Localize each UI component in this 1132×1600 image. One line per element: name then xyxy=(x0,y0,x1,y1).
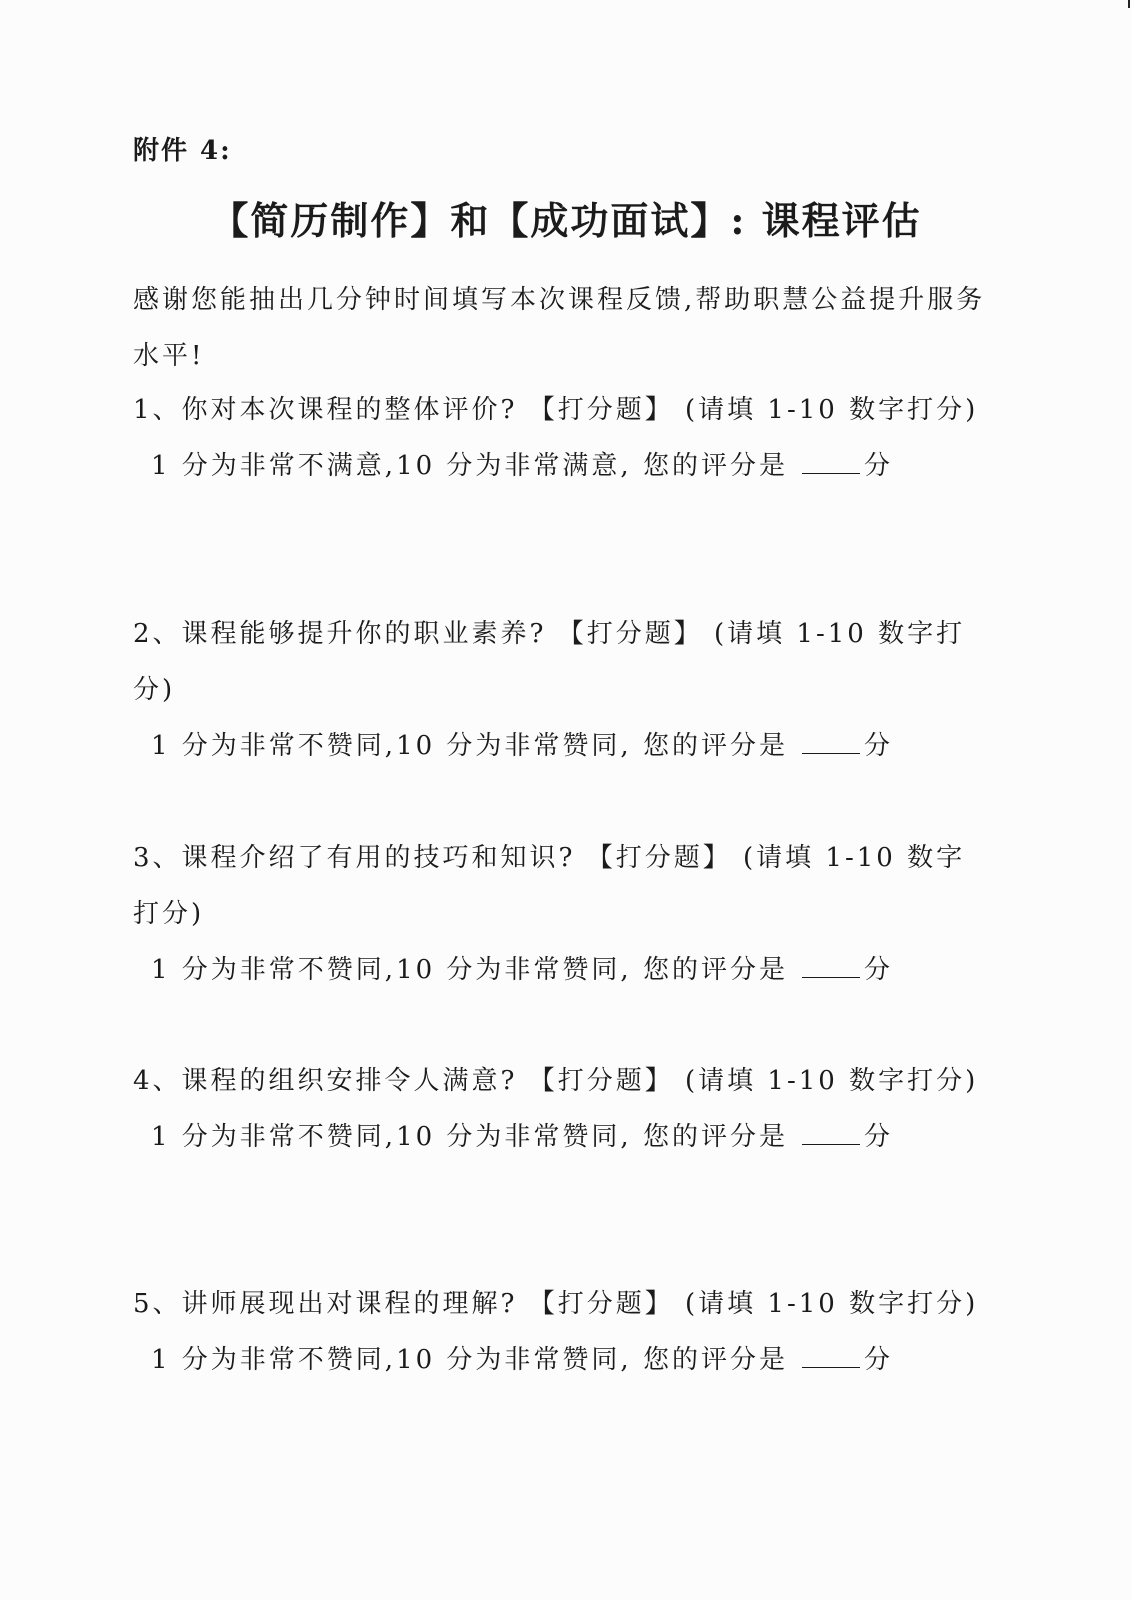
scan-corner-mark xyxy=(1128,0,1130,8)
page-title: 【简历制作】和【成功面试】: 课程评估 xyxy=(210,198,922,243)
question-text: 4、课程的组织安排令人满意? 【打分题】 (请填 1-10 数字打分) xyxy=(133,1066,979,1096)
scale-text: 1 分为非常不赞同,10 分为非常赞同, 您的评分是 xyxy=(151,955,788,985)
unit-label: 分 xyxy=(863,1122,893,1152)
question-text: 5、讲师展现出对课程的理解? 【打分题】 (请填 1-10 数字打分) xyxy=(133,1289,979,1319)
unit-label: 分 xyxy=(863,955,893,985)
question-1 xyxy=(133,382,993,494)
score-line xyxy=(133,942,993,998)
question-2 xyxy=(133,606,993,774)
unit-label: 分 xyxy=(863,731,893,761)
score-line xyxy=(133,438,993,494)
question-text: 2、课程能够提升你的职业素养? 【打分题】 (请填 1-10 数字打分) xyxy=(133,619,966,705)
unit-label: 分 xyxy=(863,1345,893,1375)
score-input-blank[interactable] xyxy=(802,955,860,978)
scale-text: 1 分为非常不赞同,10 分为非常赞同, 您的评分是 xyxy=(151,1345,788,1375)
score-line xyxy=(133,718,993,774)
scale-text: 1 分为非常不满意,10 分为非常满意, 您的评分是 xyxy=(151,451,788,481)
score-line xyxy=(133,1109,993,1165)
score-input-blank[interactable] xyxy=(802,731,860,754)
question-3 xyxy=(133,830,993,998)
scale-text: 1 分为非常不赞同,10 分为非常赞同, 您的评分是 xyxy=(151,731,788,761)
question-text: 3、课程介绍了有用的技巧和知识? 【打分题】 (请填 1-10 数字打分) xyxy=(133,843,966,929)
question-4 xyxy=(133,1053,993,1165)
score-input-blank[interactable] xyxy=(802,1122,860,1145)
score-input-blank[interactable] xyxy=(802,1345,860,1368)
question-text: 1、你对本次课程的整体评价? 【打分题】 (请填 1-10 数字打分) xyxy=(133,395,979,425)
score-line xyxy=(133,1332,993,1388)
unit-label: 分 xyxy=(863,451,893,481)
question-5 xyxy=(133,1276,993,1388)
scale-text: 1 分为非常不赞同,10 分为非常赞同, 您的评分是 xyxy=(151,1122,788,1152)
score-input-blank[interactable] xyxy=(802,451,860,474)
attachment-label: 附件 4: xyxy=(133,136,232,166)
intro-paragraph: 感谢您能抽出几分钟时间填写本次课程反馈,帮助职慧公益提升服务水平! xyxy=(133,285,986,371)
